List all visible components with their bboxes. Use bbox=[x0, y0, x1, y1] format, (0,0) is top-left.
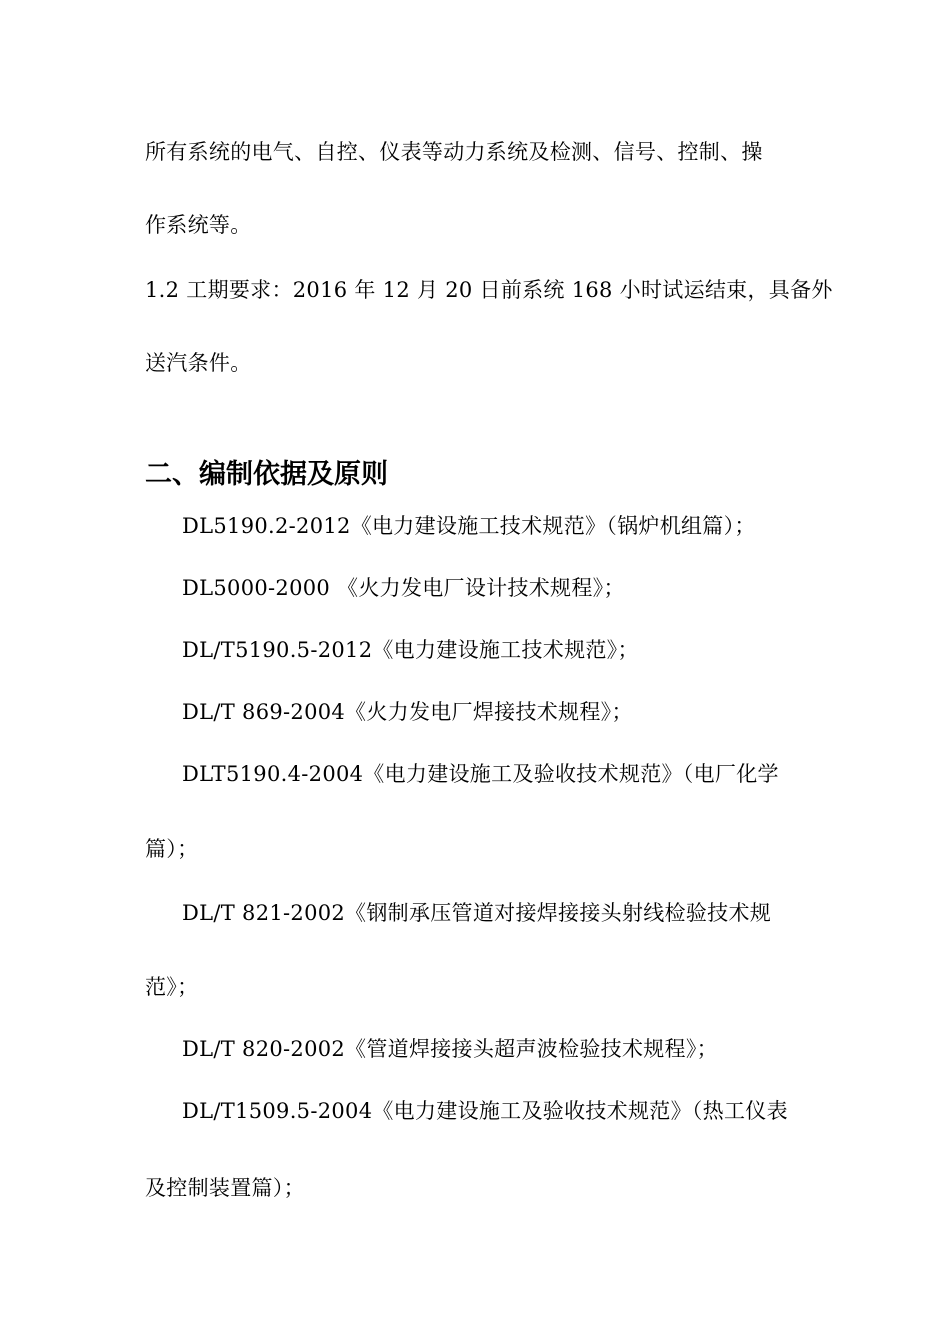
schedule-line: 送汽条件。 bbox=[145, 351, 252, 375]
section-heading: 二、编制依据及原则 bbox=[145, 459, 388, 490]
reference-item: DL/T5190.5-2012《电力建设施工技术规范》； bbox=[182, 638, 639, 662]
reference-item: DL5000-2000 《火力发电厂设计技术规程》； bbox=[182, 576, 625, 600]
paragraph-line: 所有系统的电气、自控、仪表等动力系统及检测、信号、控制、操 bbox=[145, 140, 763, 164]
paragraph-line: 作系统等。 bbox=[145, 213, 252, 237]
reference-item: DL/T 821-2002《钢制承压管道对接焊接接头射线检验技术规 bbox=[182, 901, 772, 925]
reference-item: DL5190.2-2012《电力建设施工技术规范》（锅炉机组篇）； bbox=[182, 514, 756, 538]
reference-item-continued: 范》； bbox=[145, 975, 199, 999]
reference-item: DL/T 820-2002《管道焊接接头超声波检验技术规程》； bbox=[182, 1037, 718, 1061]
reference-item: DL/T 869-2004《火力发电厂焊接技术规程》； bbox=[182, 700, 633, 724]
reference-item-continued: 篇）； bbox=[145, 837, 199, 861]
reference-item: DLT5190.4-2004《电力建设施工及验收技术规范》（电厂化学 bbox=[182, 762, 779, 786]
reference-item-continued: 及控制装置篇）； bbox=[145, 1176, 305, 1200]
reference-item: DL/T1509.5-2004《电力建设施工及验收技术规范》（热工仪表 bbox=[182, 1099, 788, 1123]
schedule-line: 1.2 工期要求：2016 年 12 月 20 日前系统 168 小时试运结束，具备外 bbox=[145, 278, 833, 302]
